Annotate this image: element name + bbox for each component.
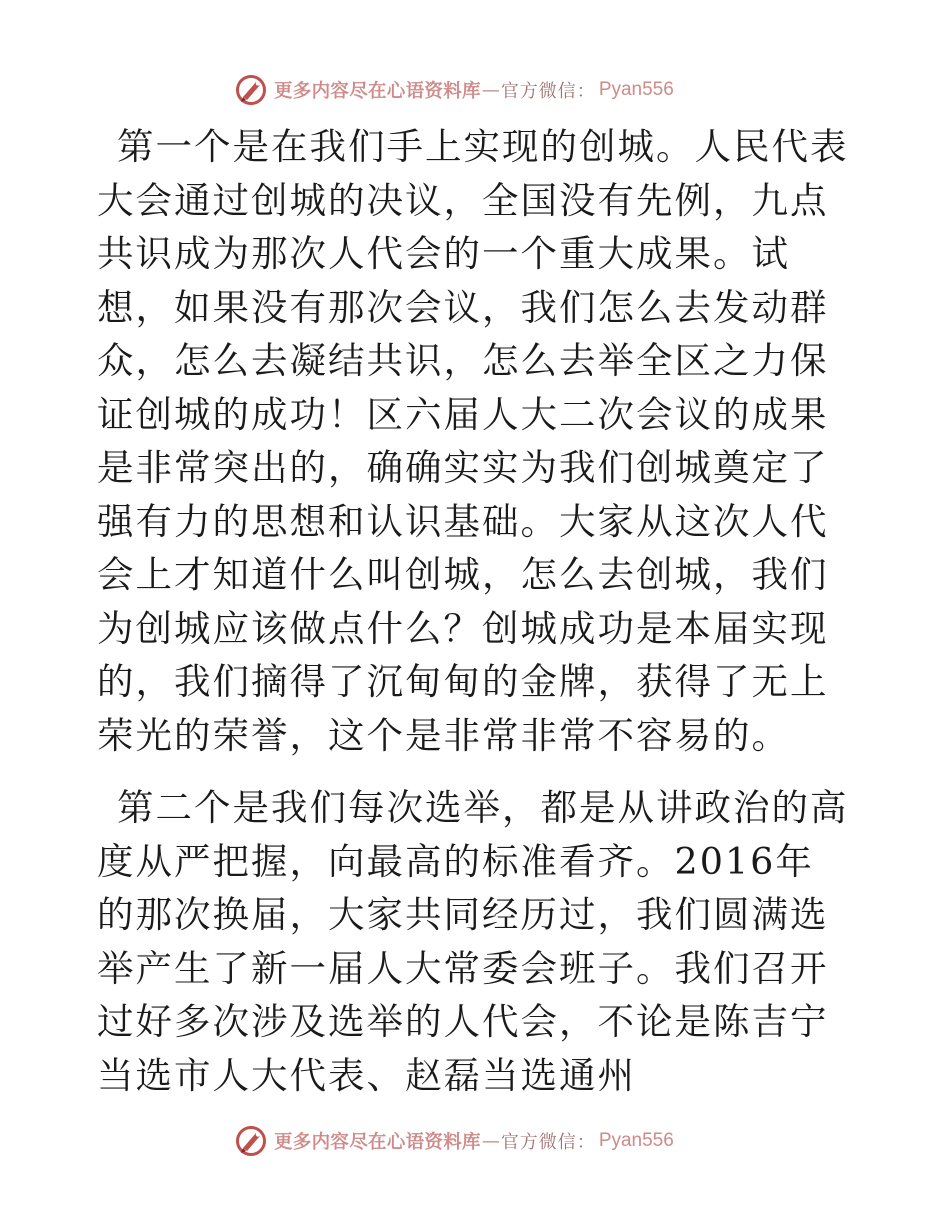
pen-logo-icon (234, 73, 268, 107)
paragraph-1: 第一个是在我们手上实现的创城。人民代表大会通过创城的决议，全国没有先例，九点共识成为那次人代会的一个重大成果。试想，如果没有那次会议，我们怎么去发动群众，怎么去凝结共识，怎么去举全区之力保证创城的成功！区六届人大二次会议的成果是非常突出的，确确实实为我们创城奠定了强有力的思想和认识基础。大家从这次人代会上才知道什么叫创城，怎么去创城，我们为创城应该做点什么？创城成功是本届实现的，我们摘得了沉甸甸的金牌，获得了无上荣光的荣誉，这个是非常非常不容易的。 (97, 125, 849, 757)
watermark-wechat-id: Pyan556 (598, 79, 674, 100)
watermark-dash: — (481, 1130, 500, 1152)
watermark-wechat-id: Pyan556 (598, 1130, 674, 1151)
pen-logo-icon (234, 1124, 268, 1158)
paragraph-2: 第二个是我们每次选举，都是从讲政治的高度从严把握，向最高的标准看齐。2016年的那次换届，大家共同经历过，我们圆满选举产生了新一届人大常委会班子。我们召开过好多次涉及选举的人代会，不论是陈吉宁当选市人大代表、赵磊当选通州 (97, 786, 849, 1097)
watermark-dash: — (481, 79, 500, 101)
header-watermark (234, 73, 674, 107)
watermark-official-label: 官方微信： (500, 81, 596, 102)
watermark-site-text: 更多内容尽在心语资料库 (274, 81, 481, 102)
watermark-site-text: 更多内容尽在心语资料库 (274, 1132, 481, 1153)
document-body (97, 120, 852, 1102)
watermark-official-label: 官方微信： (500, 1132, 596, 1153)
footer-watermark (234, 1124, 674, 1158)
